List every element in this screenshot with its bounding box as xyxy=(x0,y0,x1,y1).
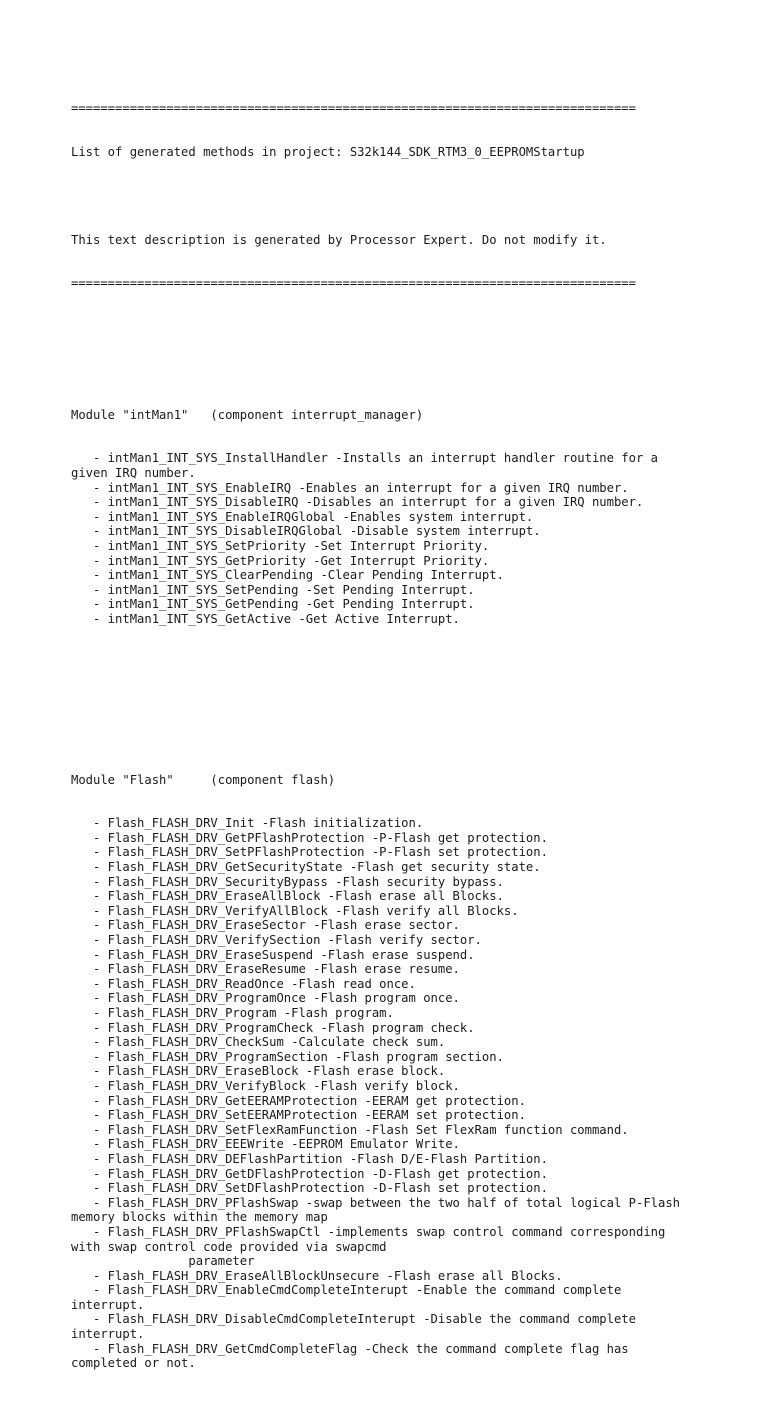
module-method-list xyxy=(71,816,751,1371)
method-line: - Flash_FLASH_DRV_EraseAllBlock -Flash erase all Blocks. xyxy=(71,889,504,904)
method-line: - Flash_FLASH_DRV_EEEWrite -EEPROM Emulator Write. xyxy=(71,1137,460,1152)
module-heading: Module "intMan1" (component interrupt_manager) xyxy=(71,407,424,422)
method-line: - Flash_FLASH_DRV_GetDFlashProtection -D-Flash get protection. xyxy=(71,1166,548,1181)
method-line: - intMan1_INT_SYS_GetPending -Get Pending Interrupt. xyxy=(71,597,475,612)
method-line: - Flash_FLASH_DRV_EraseAllBlockUnsecure -Flash erase all Blocks. xyxy=(71,1268,563,1283)
method-line: with swap control code provided via swapcmd xyxy=(71,1239,387,1254)
method-line: - Flash_FLASH_DRV_VerifyBlock -Flash verify block. xyxy=(71,1078,460,1093)
spacer xyxy=(71,685,751,700)
document-body xyxy=(71,72,751,1415)
method-line: - Flash_FLASH_DRV_SetEERAMProtection -EERAM set protection. xyxy=(71,1108,526,1123)
method-line: - Flash_FLASH_DRV_EnableCmdCompleteInterupt -Enable the command complete xyxy=(71,1283,622,1298)
spacer xyxy=(71,320,751,335)
module-section xyxy=(71,378,751,655)
method-line: - Flash_FLASH_DRV_GetPFlashProtection -P-Flash get protection. xyxy=(71,830,548,845)
spacer xyxy=(71,189,751,204)
method-line: - intMan1_INT_SYS_GetPriority -Get Interrupt Priority. xyxy=(71,553,490,568)
method-line: - Flash_FLASH_DRV_VerifySection -Flash verify sector. xyxy=(71,933,482,948)
method-line: - Flash_FLASH_DRV_SetFlexRamFunction -Flash Set FlexRam function command. xyxy=(71,1122,629,1137)
method-line: - Flash_FLASH_DRV_ProgramOnce -Flash program once. xyxy=(71,991,460,1006)
method-line: interrupt. xyxy=(71,1327,145,1342)
method-line: - Flash_FLASH_DRV_Program -Flash program. xyxy=(71,1006,394,1020)
method-line: - intMan1_INT_SYS_ClearPending -Clear Pending Interrupt. xyxy=(71,568,504,583)
method-line: - intMan1_INT_SYS_GetActive -Get Active Interrupt. xyxy=(71,611,460,626)
document-title: List of generated methods in project: S32k144_SDK_RTM3_0_EEPROMStartup xyxy=(71,144,585,159)
method-line: - Flash_FLASH_DRV_EraseSector -Flash erase sector. xyxy=(71,918,460,933)
header-rule-bottom: ============================================================================= xyxy=(71,276,636,291)
method-line: - intMan1_INT_SYS_SetPriority -Set Interrupt Priority. xyxy=(71,539,490,553)
method-line: - intMan1_INT_SYS_InstallHandler -Installs an interrupt handler routine for a xyxy=(71,451,658,466)
method-line: given IRQ number. xyxy=(71,466,196,481)
method-line: memory blocks within the memory map xyxy=(71,1210,328,1225)
method-line: - Flash_FLASH_DRV_VerifyAllBlock -Flash verify all Blocks. xyxy=(71,903,519,918)
module-section xyxy=(71,743,751,1400)
method-line: - Flash_FLASH_DRV_DisableCmdCompleteInterupt -Disable the command complete xyxy=(71,1312,636,1327)
method-line: - intMan1_INT_SYS_DisableIRQ -Disables an interrupt for a given IRQ number. xyxy=(71,495,644,510)
method-line: - intMan1_INT_SYS_EnableIRQGlobal -Enables system interrupt. xyxy=(71,509,534,524)
method-line: - Flash_FLASH_DRV_Init -Flash initialization. xyxy=(71,816,424,831)
method-line: - Flash_FLASH_DRV_CheckSum -Calculate check sum. xyxy=(71,1035,446,1050)
method-line: completed or not. xyxy=(71,1356,196,1371)
method-line: - Flash_FLASH_DRV_ProgramSection -Flash program section. xyxy=(71,1049,504,1064)
method-line: - Flash_FLASH_DRV_DEFlashPartition -Flash D/E-Flash Partition. xyxy=(71,1151,548,1166)
method-line: - Flash_FLASH_DRV_ReadOnce -Flash read once. xyxy=(71,976,416,991)
method-line: - intMan1_INT_SYS_DisableIRQGlobal -Disable system interrupt. xyxy=(71,524,541,539)
method-line: - Flash_FLASH_DRV_PFlashSwap -swap between the two half of total logical P-Flash xyxy=(71,1195,681,1210)
generator-note: This text description is generated by Processor Expert. Do not modify it. xyxy=(71,232,607,247)
method-line: - Flash_FLASH_DRV_PFlashSwapCtl -implements swap control command corresponding xyxy=(71,1224,666,1239)
module-method-list xyxy=(71,451,751,626)
method-line: - Flash_FLASH_DRV_SecurityBypass -Flash security bypass. xyxy=(71,874,504,889)
method-line: - Flash_FLASH_DRV_GetEERAMProtection -EERAM get protection. xyxy=(71,1093,526,1108)
method-line: - intMan1_INT_SYS_EnableIRQ -Enables an interrupt for a given IRQ number. xyxy=(71,480,629,495)
method-line: - intMan1_INT_SYS_SetPending -Set Pending Interrupt. xyxy=(71,582,475,597)
method-line: - Flash_FLASH_DRV_EraseBlock -Flash erase block. xyxy=(71,1064,446,1079)
method-line: - Flash_FLASH_DRV_GetCmdCompleteFlag -Check the command complete flag has xyxy=(71,1341,629,1356)
method-line: - Flash_FLASH_DRV_EraseSuspend -Flash erase suspend. xyxy=(71,947,475,962)
method-line: - Flash_FLASH_DRV_ProgramCheck -Flash program check. xyxy=(71,1020,475,1035)
method-line: - Flash_FLASH_DRV_EraseResume -Flash erase resume. xyxy=(71,962,460,977)
header-rule-top: ============================================================================= xyxy=(71,101,636,116)
method-line: - Flash_FLASH_DRV_SetPFlashProtection -P-Flash set protection. xyxy=(71,845,548,860)
method-line: - Flash_FLASH_DRV_SetDFlashProtection -D-Flash set protection. xyxy=(71,1181,548,1196)
method-line: - Flash_FLASH_DRV_GetSecurityState -Flash get security state. xyxy=(71,860,541,875)
method-line: interrupt. xyxy=(71,1297,145,1312)
method-line: parameter xyxy=(71,1254,255,1269)
module-heading: Module "Flash" (component flash) xyxy=(71,772,336,787)
